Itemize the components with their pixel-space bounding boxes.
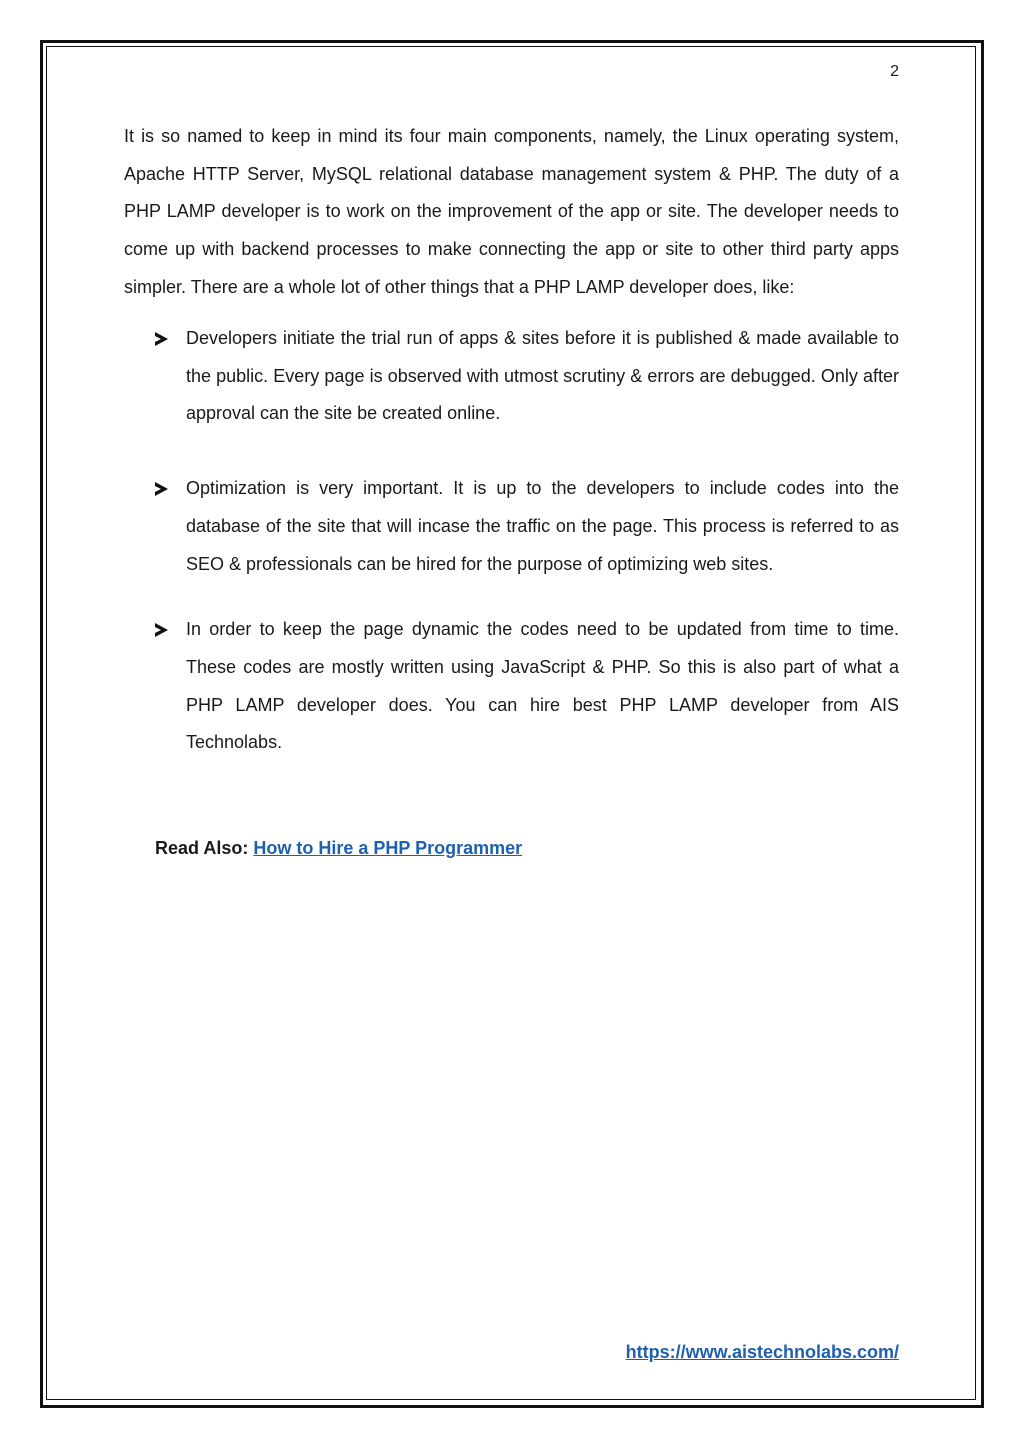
bullet-text: Optimization is very important. It is up to the developers to include codes into the database of the site that will incase the traffic on the page. This process is referred to as SEO & professionals can be hired for the purpose of optimizing web sites. <box>186 478 899 574</box>
arrow-bullet-icon <box>155 623 168 637</box>
list-item <box>155 470 899 583</box>
list-item <box>155 320 899 433</box>
footer-website-link[interactable]: https://www.aistechnolabs.com/ <box>625 1342 899 1362</box>
read-also <box>155 834 522 862</box>
bullet-list <box>155 320 899 762</box>
read-also-label: Read Also: <box>155 838 249 858</box>
bullet-text: In order to keep the page dynamic the codes need to be updated from time to time. These codes are mostly written using JavaScript & PHP. So this is also part of what a PHP LAMP developer does. You can hire best PHP LAMP developer from AIS Technolabs. <box>186 619 899 753</box>
arrow-bullet-icon <box>155 482 168 496</box>
read-also-link[interactable]: How to Hire a PHP Programmer <box>253 838 523 858</box>
bullet-text: Developers initiate the trial run of apps & sites before it is published & made available to the public. Every page is observed with utmost scrutiny & errors are debugged. Only after approval can the site be created online. <box>186 328 899 424</box>
intro-paragraph: It is so named to keep in mind its four main components, namely, the Linux operating system, Apache HTTP Server, MySQL relational database management system & PHP. The duty of a PHP LAMP developer is to work on the improvement of the app or site. The developer needs to come up with backend processes to make connecting the app or site to other third party apps simpler. There are a whole lot of other things that a PHP LAMP developer does, like: <box>124 126 899 297</box>
arrow-bullet-icon <box>155 332 168 346</box>
page-number: 2 <box>890 63 899 80</box>
list-item <box>155 611 899 762</box>
